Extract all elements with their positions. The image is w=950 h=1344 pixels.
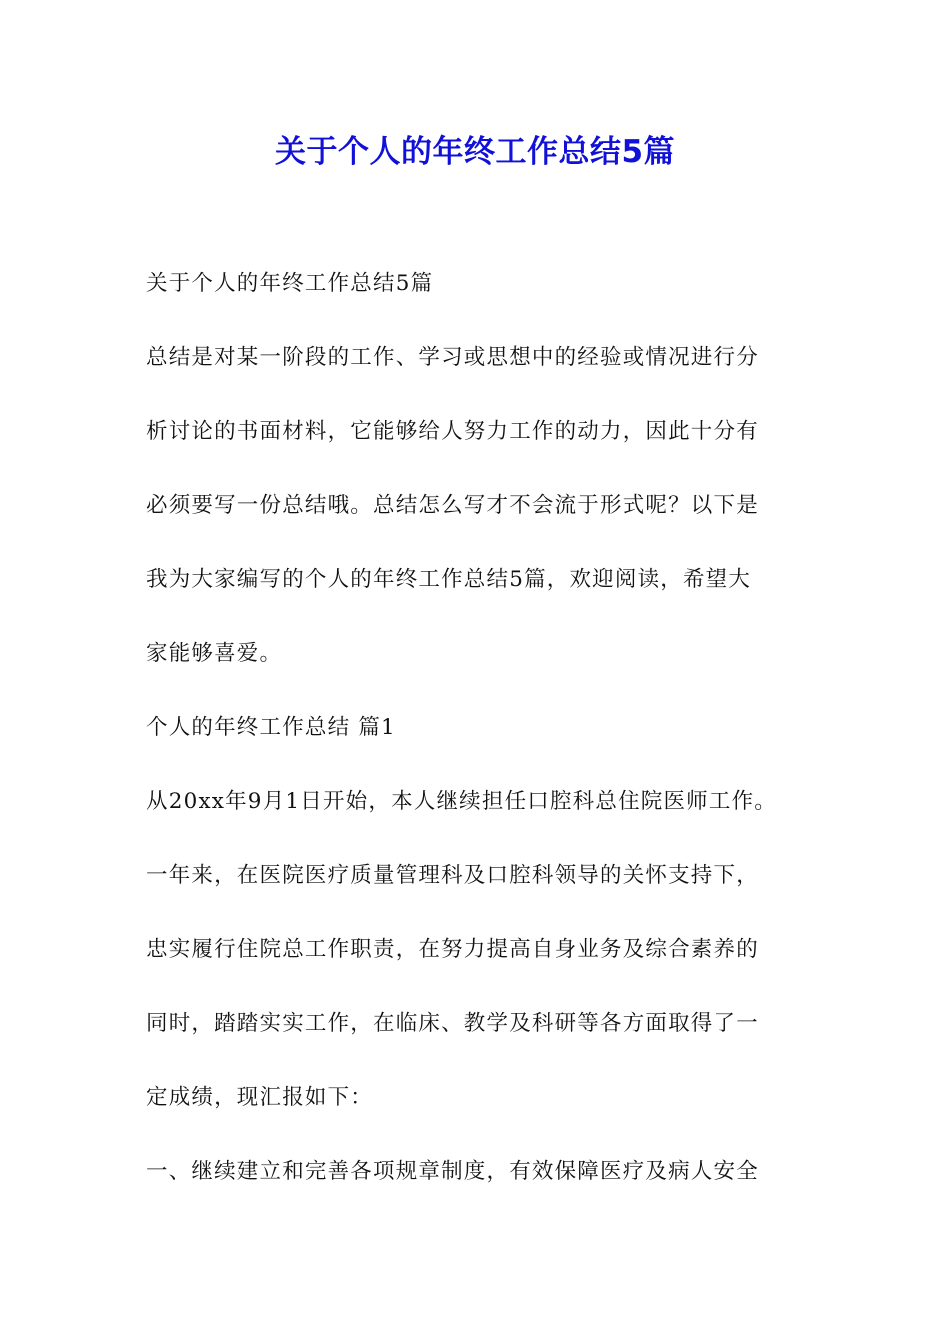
body-line: 一年来，在医院医疗质量管理科及口腔科领导的关怀支持下， bbox=[146, 863, 759, 888]
body-line: 定成绩，现汇报如下： bbox=[146, 1085, 374, 1110]
body-line: 从20xx年9月1日开始，本人继续担任口腔科总住院医师工作。 bbox=[146, 789, 777, 814]
document-body bbox=[146, 258, 816, 1220]
body-line: 忠实履行住院总工作职责，在努力提高自身业务及综合素养的 bbox=[146, 937, 759, 962]
body-line: 一、继续建立和完善各项规章制度，有效保障医疗及病人安全 bbox=[146, 1159, 759, 1184]
body-line: 总结是对某一阶段的工作、学习或思想中的经验或情况进行分 bbox=[146, 345, 759, 370]
body-line: 家能够喜爱。 bbox=[146, 641, 283, 666]
section-heading: 个人的年终工作总结 篇1 bbox=[146, 715, 396, 740]
body-line: 析讨论的书面材料，它能够给人努力工作的动力，因此十分有 bbox=[146, 419, 759, 444]
body-line-subtitle: 关于个人的年终工作总结5篇 bbox=[146, 271, 434, 296]
body-line: 同时，踏踏实实工作，在临床、教学及科研等各方面取得了一 bbox=[146, 1011, 759, 1036]
body-line: 必须要写一份总结哦。总结怎么写才不会流于形式呢？以下是 bbox=[146, 493, 759, 518]
document-title: 关于个人的年终工作总结5篇 bbox=[274, 134, 676, 170]
body-line: 我为大家编写的个人的年终工作总结5篇，欢迎阅读，希望大 bbox=[146, 567, 752, 592]
